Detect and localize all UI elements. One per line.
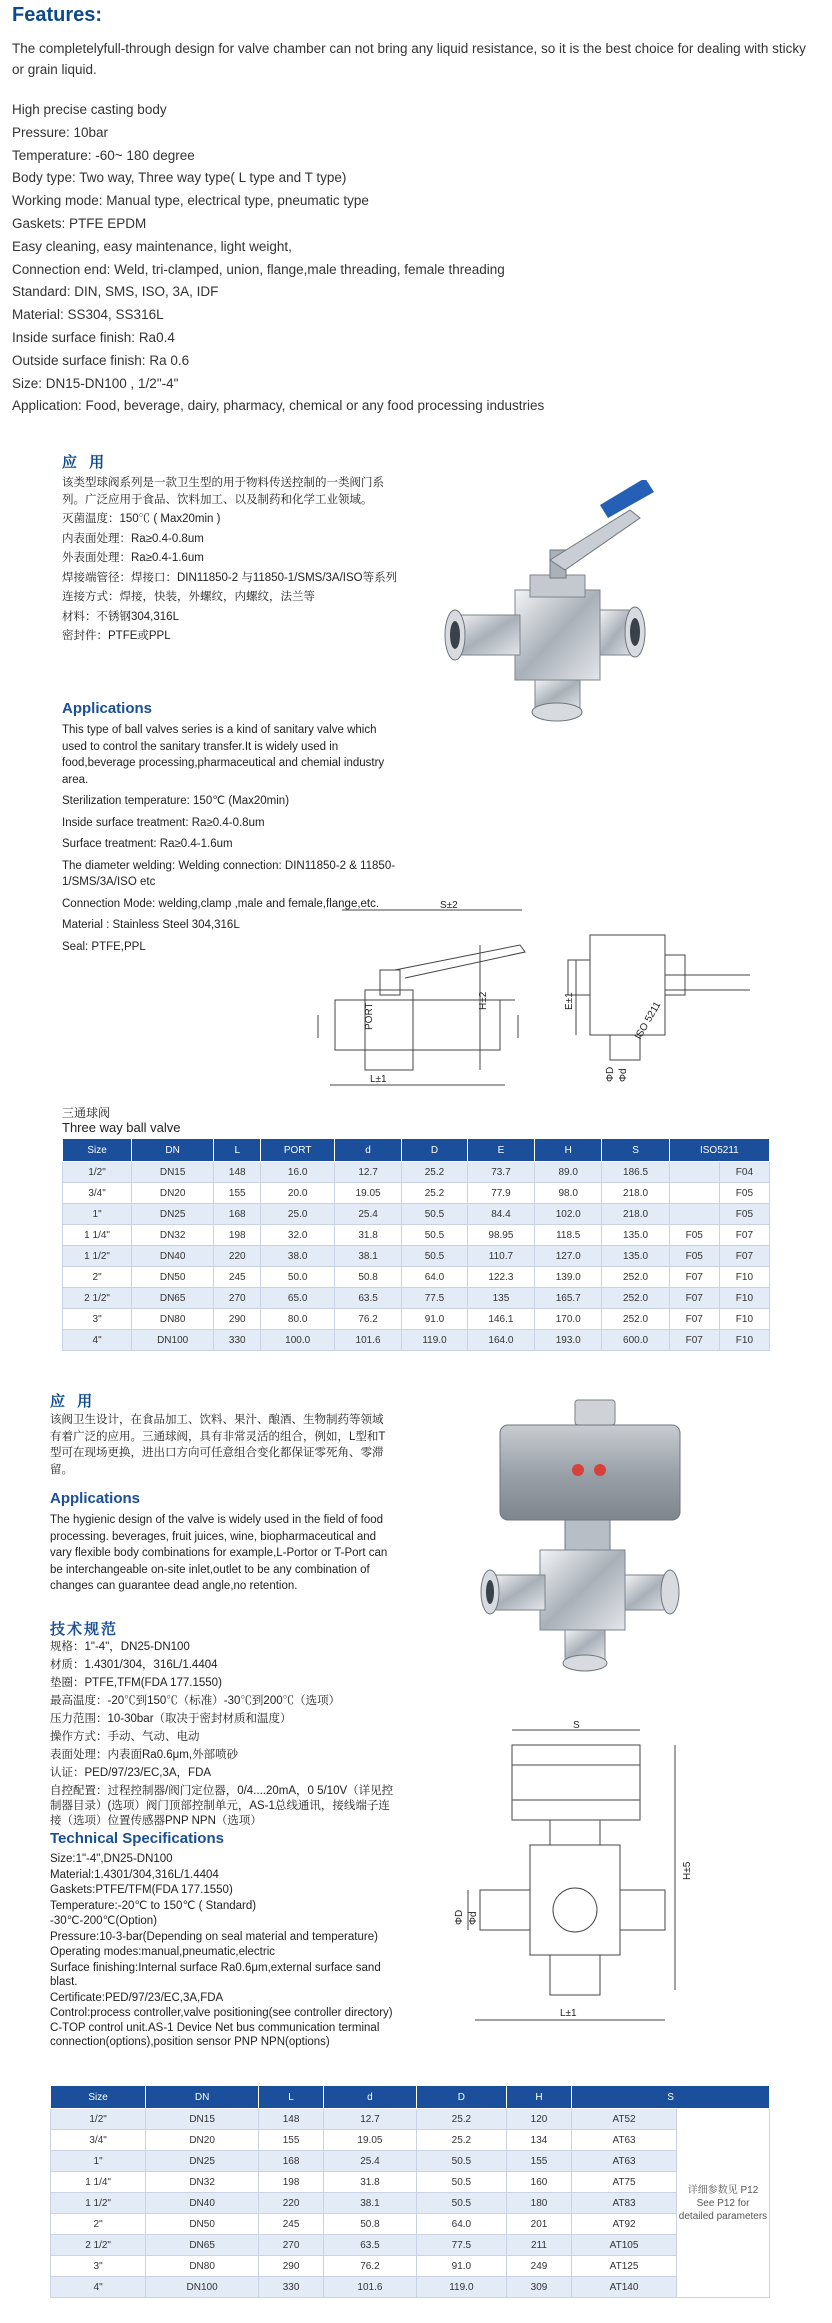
feature-item: Standard: DIN, SMS, ISO, 3A, IDF — [12, 284, 219, 300]
table-cell: 25.4 — [324, 2151, 417, 2172]
table-cell: 119.0 — [416, 2277, 506, 2298]
drawing-dia-small-d: Φd — [618, 1068, 629, 1082]
table-cell: 31.8 — [334, 1225, 401, 1246]
en-spec-line: Gaskets:PTFE/TFM(FDA 177.1550) — [50, 1884, 233, 1896]
table-cell: 50.5 — [402, 1246, 468, 1267]
en-spec-line: Control:process controller,valve positioning(see controller directory) C-TOP control unit.AS-1 Device Net bus communication terminal connection(options),position sensor PNP NPN(options) — [50, 2007, 393, 2048]
table-body — [51, 2109, 770, 2298]
section1-cn-line: 外表面处理：Ra≥0.4-1.6um — [62, 552, 204, 564]
table-cell: 160 — [506, 2172, 571, 2193]
table-cell: DN50 — [132, 1267, 214, 1288]
en-spec-line: Size:1"-4",DN25-DN100 — [50, 1853, 173, 1865]
table-cell: 270 — [259, 2235, 324, 2256]
table-cell: DN32 — [132, 1225, 214, 1246]
section2-en-spec-heading: Technical Specifications — [50, 1830, 224, 1847]
table1-cn-title: 三通球阀 — [62, 1106, 111, 1120]
table-cell: AT125 — [572, 2256, 677, 2277]
table-cell: 2" — [63, 1267, 132, 1288]
table-cell: 1" — [63, 1204, 132, 1225]
section2-cn-spec-list — [50, 1640, 395, 1832]
table-header-row — [51, 2086, 770, 2109]
table-cell: 64.0 — [416, 2214, 506, 2235]
table-cell: 76.2 — [334, 1309, 401, 1330]
table-cell: 3" — [51, 2256, 146, 2277]
table-cell: 84.4 — [467, 1204, 534, 1225]
table-cell: 63.5 — [324, 2235, 417, 2256]
col-header: d — [334, 1139, 401, 1162]
col-header: PORT — [261, 1139, 335, 1162]
table-cell: 198 — [214, 1225, 261, 1246]
table-cell: 290 — [214, 1309, 261, 1330]
table-cell: DN80 — [146, 2256, 259, 2277]
table-cell: 50.5 — [416, 2193, 506, 2214]
table-cell: 249 — [506, 2256, 571, 2277]
features-list — [12, 99, 544, 418]
table-cell: 73.7 — [467, 1162, 534, 1183]
table-cell: DN80 — [132, 1309, 214, 1330]
section1-en-line: Inside surface treatment: Ra≥0.4-0.8um — [62, 816, 265, 829]
table-cell — [669, 1162, 719, 1183]
col-header: H — [506, 2086, 571, 2109]
en-spec-line: Temperature:-20℃ to 150℃ ( Standard) — [50, 1899, 257, 1912]
feature-item: Body type: Two way, Three way type( L type and T type) — [12, 170, 347, 186]
section1-en-line: The diameter welding: Welding connection: DIN11850-2 & 11850-1/SMS/3A/ISO etc — [62, 859, 396, 888]
feature-item: Application: Food, beverage, dairy, pharmacy, chemical or any food processing industries — [12, 398, 545, 414]
table-cell: 25.2 — [416, 2130, 506, 2151]
table-cell: 19.05 — [324, 2130, 417, 2151]
cn-spec-line: 压力范围：10-30bar（取决于密封材质和温度） — [50, 1713, 292, 1725]
table-cell: 186.5 — [602, 1162, 669, 1183]
table-cell: 148 — [214, 1162, 261, 1183]
table-cell: DN65 — [132, 1288, 214, 1309]
cn-spec-line: 垫圈：PTFE,TFM(FDA 177.1550) — [50, 1677, 222, 1689]
table-cell: 12.7 — [334, 1162, 401, 1183]
table-cell: 2 1/2" — [63, 1288, 132, 1309]
table-cell: DN25 — [132, 1204, 214, 1225]
table-cell: DN65 — [146, 2235, 259, 2256]
col-header: S — [572, 2086, 770, 2109]
table-cell: 309 — [506, 2277, 571, 2298]
drawing2-dim-l: L±1 — [560, 2008, 577, 2019]
col-header: ISO5211 — [669, 1139, 769, 1162]
table-cell: 50.0 — [261, 1267, 335, 1288]
table-cell: 139.0 — [535, 1267, 602, 1288]
table-row — [63, 1162, 770, 1183]
cn-spec-line: 规格：1"-4"，DN25-DN100 — [50, 1641, 190, 1653]
cn-spec-line: 认证：PED/97/23/EC,3A，FDA — [50, 1767, 212, 1779]
table-cell: AT83 — [572, 2193, 677, 2214]
section2-cn-text: 该阀卫生设计，在食品加工、饮料、果汁、酿酒、生物制药等领域有着广泛的应用。三通球阀，具有非常灵活的组合，例如，L型和T型可在现场更换，进出口方向可任意组合变化都保证零死角、零滞留。 — [50, 1414, 386, 1476]
table-cell: 65.0 — [261, 1288, 335, 1309]
table-cell: 38.1 — [324, 2193, 417, 2214]
table-cell: 25.4 — [334, 1204, 401, 1225]
drawing-dim-l: L±1 — [370, 1074, 387, 1085]
table-cell: 77.9 — [467, 1183, 534, 1204]
col-header: D — [416, 2086, 506, 2109]
section2-cn-heading: 应 用 — [50, 1393, 97, 1410]
table-cell: 102.0 — [535, 1204, 602, 1225]
table-cell: 1" — [51, 2151, 146, 2172]
three-way-valve-table — [62, 1138, 770, 1351]
table-cell: 16.0 — [261, 1162, 335, 1183]
drawing2-dim-h: H±5 — [682, 1861, 693, 1880]
table-row — [63, 1246, 770, 1267]
table-cell: 330 — [259, 2277, 324, 2298]
table-cell: F07 — [669, 1330, 719, 1351]
table-cell: 50.5 — [402, 1225, 468, 1246]
feature-item: Working mode: Manual type, electrical type, pneumatic type — [12, 193, 369, 209]
en-spec-line: Pressure:10-3-bar(Depending on seal material and temperature) — [50, 1930, 378, 1943]
col-header: S — [602, 1139, 669, 1162]
pneumatic-valve-table — [50, 2085, 770, 2298]
table-cell: DN25 — [146, 2151, 259, 2172]
table-cell: 211 — [506, 2235, 571, 2256]
drawing2-dim-s: S — [573, 1720, 580, 1731]
table-cell: 20.0 — [261, 1183, 335, 1204]
table-cell: 32.0 — [261, 1225, 335, 1246]
table-cell: 4" — [63, 1330, 132, 1351]
table-cell: 245 — [214, 1267, 261, 1288]
table-cell: 168 — [214, 1204, 261, 1225]
table-row — [63, 1330, 770, 1351]
table-row — [51, 2214, 770, 2235]
section1-cn-block — [62, 475, 402, 648]
table-cell — [669, 1183, 719, 1204]
section1-en-line: Material : Stainless Steel 304,316L — [62, 919, 240, 931]
table-cell: AT140 — [572, 2277, 677, 2298]
table-cell: 155 — [259, 2130, 324, 2151]
section1-en-line: This type of ball valves series is a kind of sanitary valve which used to control the sanitary transfer.It is widely used in food,beverage processing,pharmaceutical and chemial industry area. — [62, 724, 385, 786]
table-cell: 38.0 — [261, 1246, 335, 1267]
en-spec-line: Material:1.4301/304,316L/1.4404 — [50, 1868, 219, 1881]
feature-item: High precise casting body — [12, 102, 167, 117]
section1-cn-line: 该类型球阀系列是一款卫生型的用于物料传送控制的一类阀门系列。广泛应用于食品、饮料加工、以及制药和化学工业领域。 — [62, 477, 384, 506]
table-cell: 330 — [214, 1330, 261, 1351]
col-header: d — [324, 2086, 417, 2109]
cn-spec-line: 自控配置：过程控制器/阀门定位器，0/4....20mA，0 5/10V（详见控制器目录）(选项）阀门顶部控制单元，AS-1总线通讯，接线端子连接（选项）位置传感器PNP NPN（选项） — [50, 1785, 394, 1827]
drawing-dim-s: S±2 — [440, 900, 458, 911]
table-cell: 1 1/4" — [51, 2172, 146, 2193]
cn-spec-line: 表面处理：内表面Ra0.6μm,外部喷砂 — [50, 1749, 239, 1761]
table-row — [63, 1309, 770, 1330]
table-cell: 91.0 — [402, 1309, 468, 1330]
table-cell: 218.0 — [602, 1183, 669, 1204]
drawing2-dia-small-d: Φd — [468, 1911, 479, 1925]
col-header: H — [535, 1139, 602, 1162]
col-header: Size — [51, 2086, 146, 2109]
table1-en-title: Three way ball valve — [62, 1120, 181, 1135]
table-body — [63, 1162, 770, 1351]
table-cell: 98.0 — [535, 1183, 602, 1204]
section1-cn-line: 材料：不锈钢304,316L — [62, 610, 179, 623]
section2-en-text: The hygienic design of the valve is widely used in the field of food processing. beverages, fruit juices, wine, biopharmaceutical and vary flexible body combinations for example,L-Portor or T-Port can be interchangeable on-site inlet,outlet to be any combination of changes can guarantee dead angle,no retention. — [50, 1514, 388, 1592]
table-cell: 1 1/2" — [63, 1246, 132, 1267]
en-spec-line: Certificate:PED/97/23/EC,3A,FDA — [50, 1991, 224, 2004]
table-cell: 38.1 — [334, 1246, 401, 1267]
table-cell: F07 — [719, 1246, 769, 1267]
table-cell: F05 — [719, 1204, 769, 1225]
table-cell: 270 — [214, 1288, 261, 1309]
table-cell: 2 1/2" — [51, 2235, 146, 2256]
features-heading: Features: — [12, 4, 103, 26]
section2-cn-spec-heading: 技术规范 — [50, 1621, 119, 1638]
table-cell: 1/2" — [51, 2109, 146, 2130]
table-cell: F10 — [719, 1330, 769, 1351]
en-spec-line: Surface finishing:Internal surface Ra0.6μm,external surface sand blast. — [50, 1961, 381, 1988]
table-cell: 31.8 — [324, 2172, 417, 2193]
table-row — [63, 1183, 770, 1204]
table-cell: 98.95 — [467, 1225, 534, 1246]
table-row — [63, 1225, 770, 1246]
pneumatic-valve-drawing — [450, 1720, 700, 2065]
cn-spec-line: 操作方式：手动、气动、电动 — [50, 1731, 200, 1743]
section2-en-heading: Applications — [50, 1490, 141, 1507]
table-cell: 1/2" — [63, 1162, 132, 1183]
table-cell: DN40 — [146, 2193, 259, 2214]
features-intro: The completelyfull-through design for valve chamber can not bring any liquid resistance, so it is the best choice for dealing with sticky or grain liquid. — [12, 41, 806, 77]
col-header: L — [259, 2086, 324, 2109]
feature-item: Connection end: Weld, tri-clamped, union, flange,male threading, female threading — [12, 261, 505, 277]
section1-en-line: Sterilization temperature: 150℃ (Max20min) — [62, 795, 290, 807]
table-cell: 252.0 — [602, 1309, 669, 1330]
table-cell: F05 — [669, 1225, 719, 1246]
table-cell: 100.0 — [261, 1330, 335, 1351]
col-header: L — [214, 1139, 261, 1162]
table-cell: 1 1/4" — [63, 1225, 132, 1246]
three-way-ball-valve-photo — [440, 480, 655, 730]
table-cell: 77.5 — [416, 2235, 506, 2256]
table-cell: F10 — [719, 1288, 769, 1309]
table-cell: 50.5 — [416, 2151, 506, 2172]
section1-cn-heading: 应 用 — [62, 454, 109, 471]
table-cell: AT105 — [572, 2235, 677, 2256]
table-cell: 218.0 — [602, 1204, 669, 1225]
table-cell: 146.1 — [467, 1309, 534, 1330]
table-cell: 148 — [259, 2109, 324, 2130]
table-row — [51, 2172, 770, 2193]
table-cell: 118.5 — [535, 1225, 602, 1246]
table-cell: AT92 — [572, 2214, 677, 2235]
table-cell: 25.2 — [402, 1162, 468, 1183]
table-cell: 101.6 — [334, 1330, 401, 1351]
drawing2-dia-d: ΦD — [454, 1909, 465, 1925]
table-cell: 63.5 — [334, 1288, 401, 1309]
table-cell: 25.2 — [416, 2109, 506, 2130]
section1-cn-line: 灭菌温度：150℃ ( Max20min ) — [62, 513, 221, 525]
table-cell: DN32 — [146, 2172, 259, 2193]
table-cell: 220 — [259, 2193, 324, 2214]
table-cell: 134 — [506, 2130, 571, 2151]
table-cell: 101.6 — [324, 2277, 417, 2298]
table-cell: 193.0 — [535, 1330, 602, 1351]
feature-item: Pressure: 10bar — [12, 124, 109, 140]
pneumatic-valve-photo — [480, 1395, 690, 1685]
table-cell: F04 — [719, 1162, 769, 1183]
table-cell: 245 — [259, 2214, 324, 2235]
table-row — [51, 2256, 770, 2277]
col-header: Size — [63, 1139, 132, 1162]
table-row — [51, 2235, 770, 2256]
en-spec-line: -30℃-200℃(Option) — [50, 1915, 158, 1927]
detail-note: 详细参数见 P12 See P12 for detailed parameters — [677, 2109, 770, 2298]
table-cell: 290 — [259, 2256, 324, 2277]
three-way-valve-drawing — [310, 900, 760, 1095]
table-cell: 252.0 — [602, 1288, 669, 1309]
table-cell: F05 — [669, 1246, 719, 1267]
table-cell: 3/4" — [51, 2130, 146, 2151]
table-cell: 3/4" — [63, 1183, 132, 1204]
table-cell: 252.0 — [602, 1267, 669, 1288]
table-cell: DN20 — [132, 1183, 214, 1204]
drawing-iso: ISO 5211 — [633, 1000, 664, 1042]
feature-item: Size: DN15-DN100 , 1/2"-4" — [12, 375, 179, 391]
feature-item: Gaskets: PTFE EPDM — [12, 215, 147, 231]
table-cell: 19.05 — [334, 1183, 401, 1204]
table-cell: 180 — [506, 2193, 571, 2214]
section1-en-heading: Applications — [62, 700, 153, 717]
table-cell: AT75 — [572, 2172, 677, 2193]
table-cell: 50.8 — [324, 2214, 417, 2235]
table-cell: 135.0 — [602, 1246, 669, 1267]
table-cell: F10 — [719, 1309, 769, 1330]
table-cell: 4" — [51, 2277, 146, 2298]
drawing-dim-h: H±2 — [478, 991, 489, 1010]
section1-cn-line: 焊接端管径：焊接口：DIN11850-2 与11850-1/SMS/3A/ISO等系列 — [62, 571, 398, 584]
table-cell: 2" — [51, 2214, 146, 2235]
table-header-row — [63, 1139, 770, 1162]
feature-item: Outside surface finish: Ra 0.6 — [12, 352, 190, 368]
drawing-dim-e: E±1 — [564, 992, 575, 1010]
section2-en-spec-list — [50, 1852, 395, 2051]
table-cell: 50.5 — [402, 1204, 468, 1225]
col-header: DN — [146, 2086, 259, 2109]
table-cell: 201 — [506, 2214, 571, 2235]
table-row — [51, 2109, 770, 2130]
table-cell: F07 — [669, 1267, 719, 1288]
table-cell: AT52 — [572, 2109, 677, 2130]
section1-cn-line: 密封件：PTFE或PPL — [62, 630, 171, 642]
table-row — [51, 2193, 770, 2214]
table-cell: DN15 — [132, 1162, 214, 1183]
table-cell: DN100 — [146, 2277, 259, 2298]
table-row — [51, 2151, 770, 2172]
table-cell: 155 — [214, 1183, 261, 1204]
section1-en-line: Surface treatment: Ra≥0.4-1.6um — [62, 838, 233, 850]
table-cell: 164.0 — [467, 1330, 534, 1351]
table-cell: DN40 — [132, 1246, 214, 1267]
table-cell: F07 — [719, 1225, 769, 1246]
table-cell: 25.2 — [402, 1183, 468, 1204]
drawing-dia-d: ΦD — [605, 1066, 616, 1082]
col-header: DN — [132, 1139, 214, 1162]
table-cell: 198 — [259, 2172, 324, 2193]
table-cell: 165.7 — [535, 1288, 602, 1309]
table-cell: 127.0 — [535, 1246, 602, 1267]
table-cell: F07 — [669, 1288, 719, 1309]
table-cell: DN100 — [132, 1330, 214, 1351]
table-cell: 122.3 — [467, 1267, 534, 1288]
col-header: D — [402, 1139, 468, 1162]
cn-spec-line: 最高温度：-20℃到150℃（标准）-30℃到200℃（选项） — [50, 1695, 341, 1707]
table-cell: DN15 — [146, 2109, 259, 2130]
table-cell: 170.0 — [535, 1309, 602, 1330]
table-cell: 50.5 — [416, 2172, 506, 2193]
drawing-port: PORT — [364, 1002, 375, 1030]
table-row — [51, 2277, 770, 2298]
table-row — [63, 1288, 770, 1309]
table-cell: 76.2 — [324, 2256, 417, 2277]
table-cell: F07 — [669, 1309, 719, 1330]
feature-item: Temperature: -60~ 180 degree — [12, 147, 195, 163]
table-cell: 25.0 — [261, 1204, 335, 1225]
table-row — [63, 1204, 770, 1225]
table-cell: DN20 — [146, 2130, 259, 2151]
table-cell: 119.0 — [402, 1330, 468, 1351]
table-cell: F10 — [719, 1267, 769, 1288]
table-cell: 3" — [63, 1309, 132, 1330]
table-cell: DN50 — [146, 2214, 259, 2235]
table-cell: 135.0 — [602, 1225, 669, 1246]
section1-cn-line: 连接方式：焊接，快装，外螺纹，内螺纹，法兰等 — [62, 591, 315, 603]
table-cell: 220 — [214, 1246, 261, 1267]
table-cell: 64.0 — [402, 1267, 468, 1288]
table-cell: AT63 — [572, 2151, 677, 2172]
table-cell: 1 1/2" — [51, 2193, 146, 2214]
cn-spec-line: 材质：1.4301/304，316L/1.4404 — [50, 1659, 218, 1671]
table-cell: 110.7 — [467, 1246, 534, 1267]
section1-cn-line: 内表面处理：Ra≥0.4-0.8um — [62, 532, 204, 545]
col-header: E — [467, 1139, 534, 1162]
feature-item: Material: SS304, SS316L — [12, 307, 164, 323]
table-cell: F05 — [719, 1183, 769, 1204]
section1-en-line: Connection Mode: welding,clamp ,male and female,flange,etc. — [62, 897, 380, 910]
table-cell — [669, 1204, 719, 1225]
table-row — [63, 1267, 770, 1288]
table-cell: 80.0 — [261, 1309, 335, 1330]
table-cell: 77.5 — [402, 1288, 468, 1309]
section1-en-line: Seal: PTFE,PPL — [62, 940, 146, 953]
table-cell: 600.0 — [602, 1330, 669, 1351]
feature-item: Inside surface finish: Ra0.4 — [12, 329, 175, 345]
table-cell: 135 — [467, 1288, 534, 1309]
table-cell: 91.0 — [416, 2256, 506, 2277]
table-cell: AT63 — [572, 2130, 677, 2151]
en-spec-line: Operating modes:manual,pneumatic,electric — [50, 1946, 276, 1958]
table-cell: 168 — [259, 2151, 324, 2172]
table-row — [51, 2130, 770, 2151]
table-cell: 12.7 — [324, 2109, 417, 2130]
table-cell: 50.8 — [334, 1267, 401, 1288]
table-cell: 120 — [506, 2109, 571, 2130]
table-cell: 155 — [506, 2151, 571, 2172]
feature-item: Easy cleaning, easy maintenance, light weight, — [12, 238, 292, 254]
table-cell: 89.0 — [535, 1162, 602, 1183]
